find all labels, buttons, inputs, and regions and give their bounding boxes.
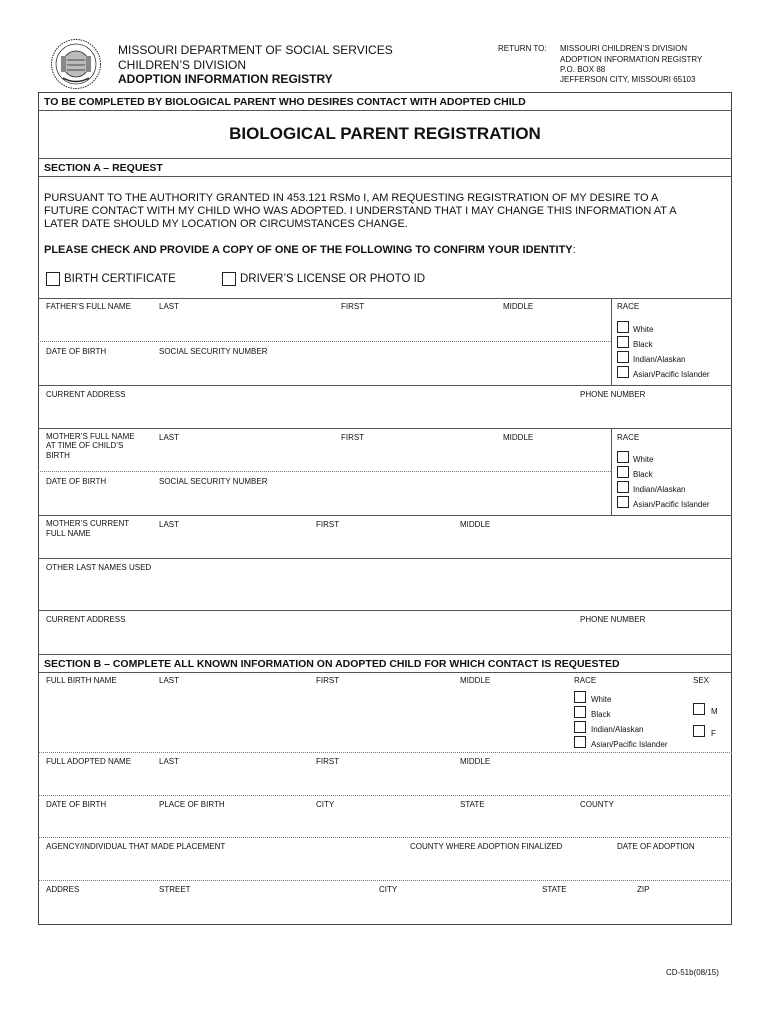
birth-city-label: CITY [316, 800, 335, 809]
father-first-label: FIRST [341, 302, 365, 311]
mothers-current-label: FULL NAME [46, 529, 91, 538]
child-race-asian-checkbox[interactable] [574, 736, 586, 748]
child-race-indian-checkbox[interactable] [574, 721, 586, 733]
place-of-birth-label: PLACE OF BIRTH [159, 800, 225, 809]
mother-race-black-checkbox[interactable] [617, 466, 629, 478]
race-option-label: Black [591, 710, 611, 719]
drivers-license-label: DRIVER’S LICENSE OR PHOTO ID [240, 273, 426, 285]
race-option-label: White [633, 455, 654, 464]
return-line: JEFFERSON CITY, MISSOURI 65103 [560, 75, 696, 84]
zip-label: ZIP [637, 885, 650, 894]
sex-f-checkbox[interactable] [693, 725, 705, 737]
mothers-current-label: MOTHER’S CURRENT [46, 519, 130, 528]
race-option-label: Asian/Pacific Islander [633, 500, 710, 509]
division-name: CHILDREN’S DIVISION [118, 58, 247, 72]
mother-race-asian-checkbox[interactable] [617, 496, 629, 508]
father-phone-label: PHONE NUMBER [580, 390, 646, 399]
father-middle-label: MIDDLE [503, 302, 534, 311]
race-option-label: White [591, 695, 612, 704]
mothers-name-label: AT TIME OF CHILD’S [46, 441, 124, 450]
mother-race-label: RACE [617, 433, 640, 442]
father-ssn-label: SOCIAL SECURITY NUMBER [159, 347, 268, 356]
child-dob-label: DATE OF BIRTH [46, 800, 107, 809]
child-sex-label: SEX [693, 676, 710, 685]
race-option-label: Black [633, 340, 653, 349]
race-option-label: White [633, 325, 654, 334]
address-label: ADDRES [46, 885, 80, 894]
mother-dob-label: DATE OF BIRTH [46, 477, 107, 486]
father-dob-label: DATE OF BIRTH [46, 347, 107, 356]
father-race-indian-checkbox[interactable] [617, 351, 629, 363]
child-race-label: RACE [574, 676, 597, 685]
drivers-license-checkbox[interactable] [222, 272, 236, 286]
father-race-white-checkbox[interactable] [617, 321, 629, 333]
missouri-seal-logo [50, 38, 102, 90]
mothers-name-label: MOTHER’S FULL NAME [46, 432, 135, 441]
child-race-black-checkbox[interactable] [574, 706, 586, 718]
section-b-heading: SECTION B – COMPLETE ALL KNOWN INFORMATION ON ADOPTED CHILD FOR WHICH CONTACT IS REQUESTED [44, 658, 620, 670]
full-adopted-name-label: FULL ADOPTED NAME [46, 757, 132, 766]
birth-first-label: FIRST [316, 676, 340, 685]
full-birth-name-label: FULL BIRTH NAME [46, 676, 117, 685]
father-race-label: RACE [617, 302, 640, 311]
child-race-white-checkbox[interactable] [574, 691, 586, 703]
fathers-full-name-label: FATHER’S FULL NAME [46, 302, 131, 311]
address-state-label: STATE [542, 885, 567, 894]
race-option-label: Indian/Alaskan [633, 355, 686, 364]
county-finalized-label: COUNTY WHERE ADOPTION FINALIZED [410, 842, 563, 851]
id-instruction: PLEASE CHECK AND PROVIDE A COPY OF ONE OF THE FOLLOWING TO CONFIRM YOUR IDENTITY: [44, 244, 576, 256]
birth-middle-label: MIDDLE [460, 676, 491, 685]
registry-name: ADOPTION INFORMATION REGISTRY [118, 72, 333, 86]
father-race-asian-checkbox[interactable] [617, 366, 629, 378]
race-option-label: Indian/Alaskan [591, 725, 644, 734]
race-option-label: Indian/Alaskan [633, 485, 686, 494]
form-number: CD-51b(08/15) [666, 968, 719, 977]
return-line: MISSOURI CHILDREN’S DIVISION [560, 44, 688, 53]
mother-ssn-label: SOCIAL SECURITY NUMBER [159, 477, 268, 486]
banner: TO BE COMPLETED BY BIOLOGICAL PARENT WHO DESIRES CONTACT WITH ADOPTED CHILD [44, 96, 526, 108]
mother-current-last-label: LAST [159, 520, 180, 529]
birth-certificate-label: BIRTH CERTIFICATE [64, 273, 176, 285]
race-option-label: Asian/Pacific Islander [633, 370, 710, 379]
other-last-names-label: OTHER LAST NAMES USED [46, 563, 152, 572]
request-text: FUTURE CONTACT WITH MY CHILD WHO WAS ADOPTED. I UNDERSTAND THAT I MAY CHANGE THIS INFORMATION AT A [44, 205, 677, 217]
street-label: STREET [159, 885, 191, 894]
father-address-label: CURRENT ADDRESS [46, 390, 126, 399]
mother-last-label: LAST [159, 433, 180, 442]
mothers-name-label: BIRTH [46, 451, 70, 460]
adopted-first-label: FIRST [316, 757, 340, 766]
birth-certificate-checkbox[interactable] [46, 272, 60, 286]
address-city-label: CITY [379, 885, 398, 894]
sex-m-checkbox[interactable] [693, 703, 705, 715]
mother-race-white-checkbox[interactable] [617, 451, 629, 463]
mother-current-middle-label: MIDDLE [460, 520, 491, 529]
father-last-label: LAST [159, 302, 180, 311]
race-option-label: Asian/Pacific Islander [591, 740, 668, 749]
mother-address-label: CURRENT ADDRESS [46, 615, 126, 624]
return-line: ADOPTION INFORMATION REGISTRY [560, 55, 703, 64]
race-option-label: Black [633, 470, 653, 479]
return-to-label: RETURN TO: [498, 44, 547, 53]
request-text: LATER DATE SHOULD MY LOCATION OR CIRCUMSTANCES CHANGE. [44, 218, 408, 230]
sex-f-label: F [711, 729, 716, 738]
request-text: PURSUANT TO THE AUTHORITY GRANTED IN 453.121 RSMo I, AM REQUESTING REGISTRATION OF MY DESIRE TO A [44, 192, 659, 204]
mother-current-first-label: FIRST [316, 520, 340, 529]
agency-name: MISSOURI DEPARTMENT OF SOCIAL SERVICES [118, 43, 393, 57]
adopted-last-label: LAST [159, 757, 180, 766]
mother-middle-label: MIDDLE [503, 433, 534, 442]
return-line: P.O. BOX 88 [560, 65, 606, 74]
date-of-adoption-label: DATE OF ADOPTION [617, 842, 695, 851]
sex-m-label: M [711, 707, 718, 716]
page-title: BIOLOGICAL PARENT REGISTRATION [229, 124, 541, 143]
mother-first-label: FIRST [341, 433, 365, 442]
birth-county-label: COUNTY [580, 800, 614, 809]
father-race-black-checkbox[interactable] [617, 336, 629, 348]
birth-state-label: STATE [460, 800, 485, 809]
section-a-heading: SECTION A – REQUEST [44, 162, 163, 174]
agency-placement-label: AGENCY/INDIVIDUAL THAT MADE PLACEMENT [46, 842, 226, 851]
mother-phone-label: PHONE NUMBER [580, 615, 646, 624]
mother-race-indian-checkbox[interactable] [617, 481, 629, 493]
adopted-middle-label: MIDDLE [460, 757, 491, 766]
birth-last-label: LAST [159, 676, 180, 685]
